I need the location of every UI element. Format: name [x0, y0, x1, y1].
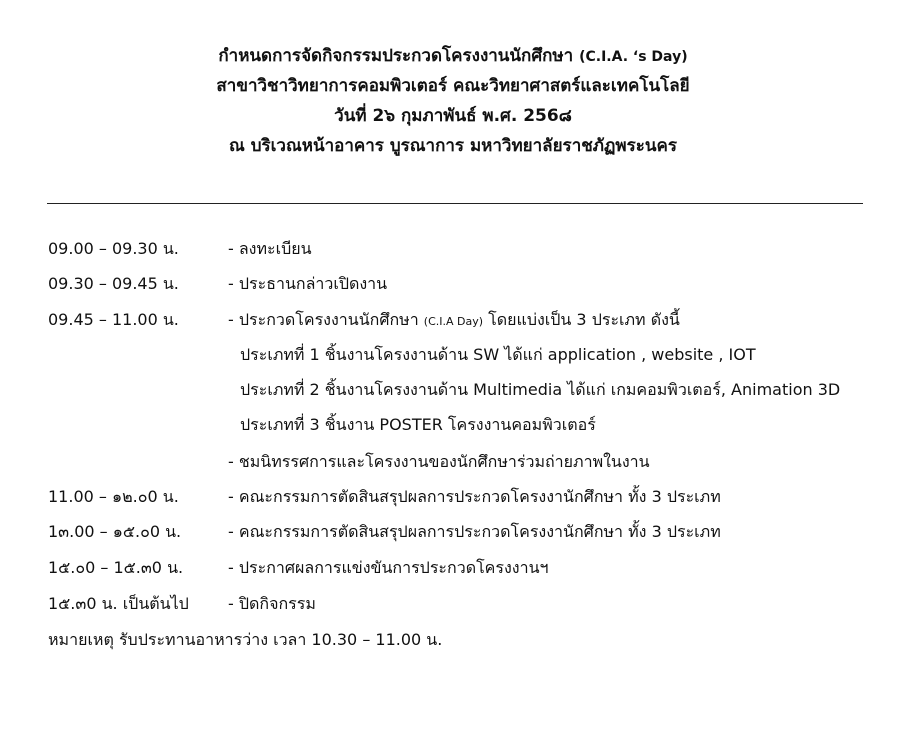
- document-header: [0, 46, 906, 166]
- header-department: สาขาวิชาวิทยาการคอมพิวเตอร์ คณะวิทยาศาสตร์และเทคโนโลยี: [216, 76, 690, 96]
- schedule-time: 1๕.๐0 – 1๕.๓0 น.: [48, 558, 184, 577]
- schedule-time: 09.45 – 11.00 น.: [48, 310, 179, 329]
- schedule-desc: - ประธานกล่าวเปิดงาน: [228, 274, 388, 293]
- schedule-desc: [228, 307, 680, 335]
- schedule-row: [0, 555, 906, 581]
- category-item: ประเภทที่ 3 ชิ้นงาน POSTER โครงงานคอมพิวเตอร์: [240, 415, 596, 434]
- note-text: หมายเหตุ รับประทานอาหารว่าง เวลา 10.30 – 11.00 น.: [48, 630, 443, 649]
- schedule-time: 1๓.00 – ๑๕.๐0 น.: [48, 522, 182, 541]
- schedule-time: 09.30 – 09.45 น.: [48, 274, 179, 293]
- schedule-time: 1๕.๓0 น. เป็นต้นไป: [48, 594, 189, 613]
- exhibition-item: - ชมนิทรรศการและโครงงานของนักศึกษาร่วมถ่ายภาพในงาน: [228, 452, 650, 471]
- note-row: [0, 627, 906, 653]
- schedule-desc-event: (C.I.A Day): [423, 315, 484, 328]
- header-divider: [47, 203, 863, 204]
- schedule-desc: - ประกาศผลการแข่งขันการประกวดโครงงานฯ: [228, 558, 549, 577]
- header-title: [0, 46, 906, 66]
- schedule-desc: - ลงทะเบียน: [228, 239, 312, 258]
- category-row: [0, 377, 906, 403]
- schedule-desc-main: - ประกวดโครงงานนักศึกษา: [228, 310, 419, 329]
- category-row: [0, 342, 906, 368]
- schedule-row: [0, 236, 906, 262]
- header-title-event: (C.I.A. ‘s Day): [579, 49, 688, 65]
- header-title-main: กำหนดการจัดกิจกรรมประกวดโครงงานนักศึกษา: [218, 46, 574, 66]
- schedule-row: [0, 519, 906, 545]
- header-date: วันที่ 2๖ กุมภาพันธ์ พ.ศ. 256๘: [334, 106, 572, 126]
- schedule-desc-tail: โดยแบ่งเป็น 3 ประเภท ดังนี้: [488, 310, 680, 329]
- category-row: [0, 412, 906, 438]
- schedule-desc: - คณะกรรมการตัดสินสรุปผลการประกวดโครงงานักศึกษา ทั้ง 3 ประเภท: [228, 522, 721, 541]
- schedule-row: [0, 307, 906, 333]
- schedule-desc: - ปิดกิจกรรม: [228, 594, 316, 613]
- category-item: ประเภทที่ 2 ชิ้นงานโครงงานด้าน Multimedia ได้แก่ เกมคอมพิวเตอร์, Animation 3D: [240, 380, 841, 399]
- schedule-desc: - คณะกรรมการตัดสินสรุปผลการประกวดโครงงานักศึกษา ทั้ง 3 ประเภท: [228, 487, 721, 506]
- schedule-row: [0, 449, 906, 475]
- category-item: ประเภทที่ 1 ชิ้นงานโครงงานด้าน SW ได้แก่ application , website , IOT: [240, 345, 756, 364]
- schedule-row: [0, 484, 906, 510]
- schedule-time: 11.00 – ๑๒.๐0 น.: [48, 487, 179, 506]
- header-venue: ณ บริเวณหน้าอาคาร บูรณาการ มหาวิทยาลัยราชภัฏพระนคร: [229, 136, 677, 156]
- schedule-row: [0, 271, 906, 297]
- schedule-time: 09.00 – 09.30 น.: [48, 239, 179, 258]
- schedule-row: [0, 591, 906, 617]
